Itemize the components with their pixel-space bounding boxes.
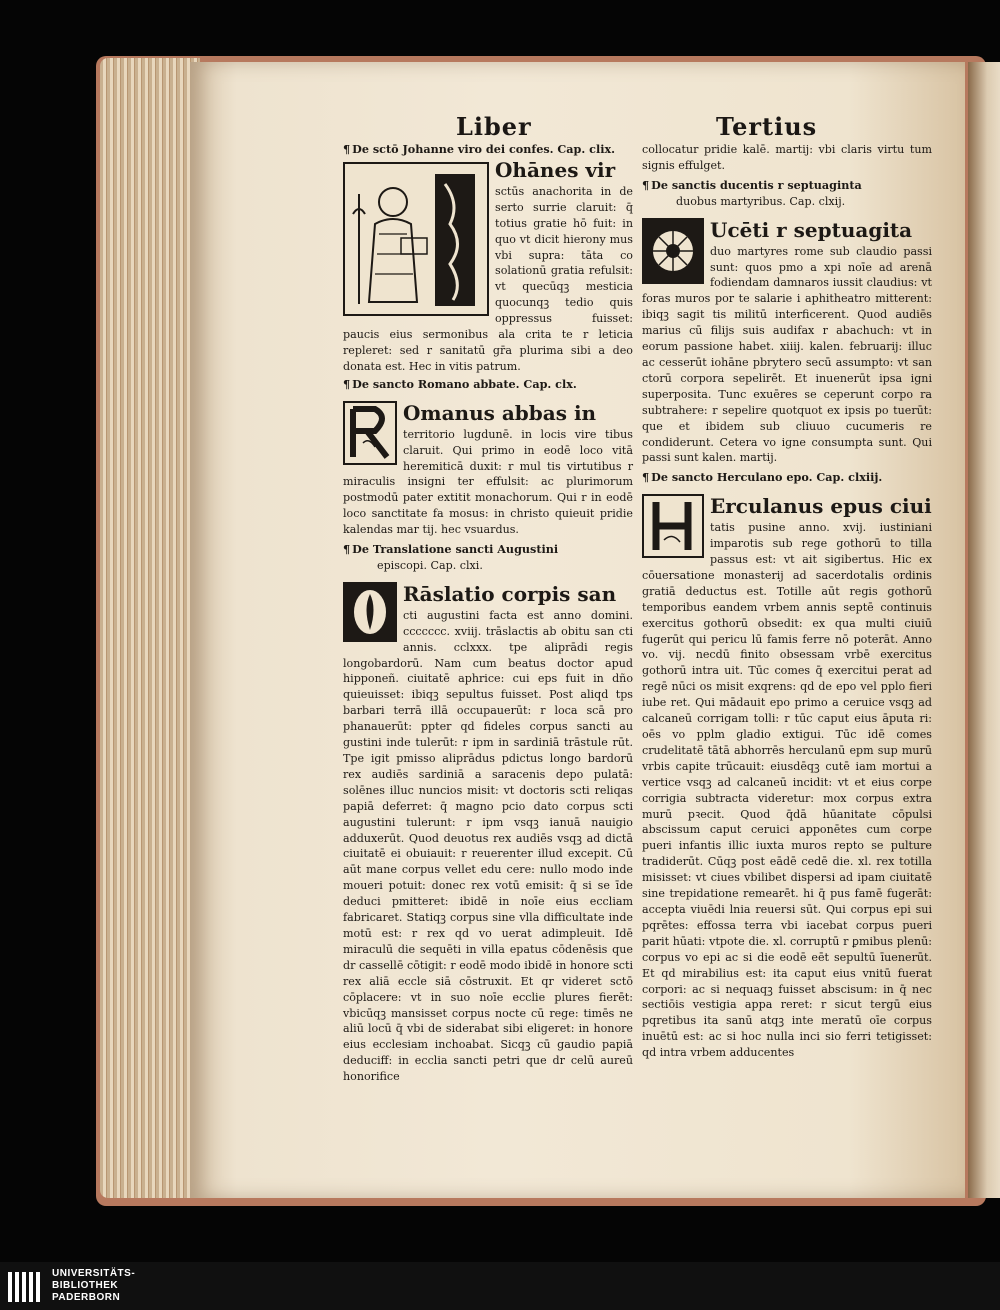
chapter-text: cti augustini facta est anno domini. ccccccc. xviij. trāslactis ab obitu san cti annis. cclxxx. tpe aliprādi regis longobardorū. Nam cum beatus doctor apud hipponeñ. ciuitatē aphrice: cui eps fuit in dño quieuisset: ibiqꝫ sepultus fuisset. Post aliqd tps barbari terrā illā occupauerūt: r loca scā pro phanauerūt: ppter qd fideles corpus sancti au gustini inde tulerūt: r ipm in sardiniā trāstule rūt. Tpe igit pmisso aliprādus pdictus longo bardorū rex audiēs sardiniā a saracenis depo pulatā: solēnes illuc nuncios misit: vt doctoris scti reliqas papiā deferret: q̄ magno pcio dato corpus scti augustini tulerunt: r ipm vsqꝫ ianuā nauigio adduxerūt. Quod deuotus rex audiēs vsqꝫ ad dictā ciuitatē ei obuiauit: r reuerenter illud excepit. Cū aūt mane corpus vellet edu cere: nullo modo inde moueri potuit: donec rex votū emisit: q̄ si se īde deduci pmitteret: ibidē in noīe eius eccliam fabricaret. Statiqꝫ corpus sine vlla difficultate inde motū est: r rex qd vo uerat adimpleuit. Idē miraculū die sequēti in villa epatus cōdenēsis que dr cassellē cōtigit: r eodē modo ibidē in honore scti rex aliā eccle siā cōstruxit. Et qr videret sctō cōplacere: vt in suo noīe ecclie plures fierēt: vbicūqꝫ mansisset corpus nocte cū rege: timēs ne aliū locū q̄ vbi de siderabat sibi eligeret: in honore eius ecclesiam inchoabat. Sicqꝫ cū gaudio papiā deduciff: in ecclia sancti petri que dr celū aureū honorifice: [343, 608, 633, 1084]
facing-page-edge: [968, 62, 1000, 1198]
rubric-text: De sancto Romano abbate. Cap. clx.: [352, 376, 577, 391]
letter-t-icon: [345, 584, 395, 640]
opening-line: Ucēti r septuagita: [710, 217, 913, 242]
chapter-text: territorio lugdunē. in locis vire tibus claruit. Qui primo in eodē loco vitā heremiticā duxit: r mul tis virtutibus r miraculis insigni ter effulsit: ac plurimorum postmodū pater extitit monachorum. Qui r in eodē loco sanctitate fa mosus: in christo quieuit pridie kalendas mar tij. hec vsuardus.: [343, 427, 633, 537]
woodcut-initial-t: [343, 582, 397, 642]
opening-line: Omanus abbas in: [403, 400, 597, 425]
pilcrow-icon: ¶: [642, 470, 650, 485]
opening-line: Erculanus epus ciui: [710, 494, 932, 519]
letter-r-icon: [345, 403, 395, 463]
chapter-text: duo martyres rome sub claudio passi sunt: quos pmo a xpi noīe ad arenā fodiendam damnaros iussit claudius: vt foras muros por te salarie i aphitheatro mitterent: ibiqꝫ sagit tis militū interficerent. Quod audiēs marius cū filijs suis audifax r abachuch: vt in eorum passione habet. xiiij. kalen. februarij: illuc ac cesserūt iohāne pbrytero secū assumpto: vt san ctorū corpora sepelirēt. Et inuenerūt ipsa igni superposita. Tunc exuēres se ceperunt corpo ra subtrahere: r sepelire quotquot ex ipsis po tuerūt: que et ibidem sub cliuuo cucumeris re condiderunt. Cetera vo igne consumpta sunt. Qui passi sunt kalen. martij.: [642, 244, 932, 465]
rubric-text: De sctō Johanne viro dei confes. Cap. clix.: [352, 142, 616, 156]
library-name-line3: PADERBORN: [52, 1292, 121, 1303]
saint-figure-icon: [345, 164, 487, 314]
page-edges: [100, 58, 200, 1198]
running-head-left: Liber: [456, 112, 532, 141]
right-column: [642, 142, 932, 1061]
chapter-number: episcopi. Cap. clxi.: [377, 558, 483, 572]
chapter-text: tatis pusine anno. xvij. iustiniani imparotis sub rege gothorū to tilla passus est: vt ait sigibertus. Hic ex cōuersatione monasterij ad sacerdotalis ordinis gratiā deductus est. Totille aūt regis gothorū temporibus eandem vrbem annis septē continuis exercitus gothorū obsedit: ex qua multi ciuiū fugerūt qui pericu lū famis ferre nō poterāt. Anno vo. vij. necdū finito obsessam vrbē exercitus gothorū intra uit. Tūc comes q̄ exercitui perat ad regē nūci os misit exqrens: qd de epo vel pplo fieri iube ret. Qui mādauit epo primo a ceruice vsqꝫ ad calcaneū corrigam tolli: r tūc caput eius āputa ri: oēs vo pplm gladio extigui. Tūc idē comes crudelitatē tātā abhorrēs herculanū epm sup murū vrbis capite trūcauit: eiusdēqꝫ cutē iam mortui a vertice vsqꝫ ad calcaneū incidit: vt et eius corpe corrigia subtracta videretur: mox corpus extra murū pꝛecit. Quod q̄dā hūanitate cōpulsi abscissum caput ceruici apponētes cum corpe pueri infantis illic iuxta muros repto se pulture tradiderūt. Cūqꝫ post eādē cedē die. xl. rex totilla misisset: vt ciues vbilibet dispersi ad ipam ciuitatē sine trepidatione remearēt. hi q̄ pus famē fugerāt: accepta viuēdi lnia reuersi sūt. Qui corpus epi sui pqrētes: effossa terra vbi iacebat corpus pueri parit hūati: vtpote die. xl. corruptū r ꝑmibus plenū: corpus vo epi ac si die eodē eēt sepultū īuenerūt. Et qd mirabilius est: ita caput eius vnitū fuerat corpori: ac si nequaqꝫ fuisset abscisum: in q̄ nec sectiōis vestigia appa reret: r sicut tergū eius pqretibus ita sanū atqꝫ inte meratū oīe corpus inuētū est: ac si hoc nulla inci sio ferri tetigisset: qd intra vrbem adducentes: [642, 521, 932, 1060]
woodcut-initial-r: [343, 401, 397, 465]
pilcrow-icon: ¶: [642, 177, 650, 192]
chapter-rubric: [343, 542, 633, 558]
chapter-rubric: [642, 178, 932, 194]
woodcut-initial-h: [642, 494, 704, 558]
library-name-line1: UNIVERSITÄTS-: [52, 1268, 136, 1279]
continued-text: collocatur pridie kalē. martij: vbi claris virtu tum signis effulget.: [642, 143, 932, 172]
running-head-right: Tertius: [716, 112, 818, 141]
pilcrow-icon: ¶: [343, 142, 351, 156]
opening-line: Ohānes vir: [495, 157, 616, 182]
woodcut-initial-i: [343, 162, 489, 316]
library-name-line2: BIBLIOTHEK: [52, 1280, 119, 1291]
left-column: [343, 142, 633, 1085]
opening-line: Rāslatio corpis san: [403, 581, 617, 606]
flower-initial-icon: [644, 220, 702, 282]
woodcut-initial-d: [642, 218, 704, 284]
chapter-rubric: [343, 142, 633, 158]
library-footer: [0, 1262, 1000, 1310]
pilcrow-icon: ¶: [343, 542, 351, 557]
letter-h-icon: [644, 496, 702, 556]
chapter-number: duobus martyribus. Cap. clxij.: [676, 194, 846, 208]
chapter-rubric: [642, 470, 932, 486]
chapter-text: sctūs anachorita in de serto surrie claruit: q̄ totius gratie hō fuit: in quo vt dicit hierony mus vbi supra: tāta co solationū gratia refulsit: vt quecūqꝫ mesticia quocunqꝫ tedio quis oppressus fuisset: paucis eius sermonibus ala crita te r leticia repleret: sed r sanitatū gr̄a plurima sibi a deo donata est. Hec in vitis patrum.: [343, 184, 633, 373]
chapter-rubric: [343, 377, 633, 393]
rubric-text: De sancto Herculano epo. Cap. clxiij.: [651, 470, 883, 485]
pilcrow-icon: ¶: [343, 376, 351, 391]
rubric-text: De sanctis ducentis r septuaginta: [651, 177, 862, 192]
rubric-text: De Translatione sancti Augustini: [352, 542, 559, 557]
library-logo-icon: [6, 1266, 46, 1306]
